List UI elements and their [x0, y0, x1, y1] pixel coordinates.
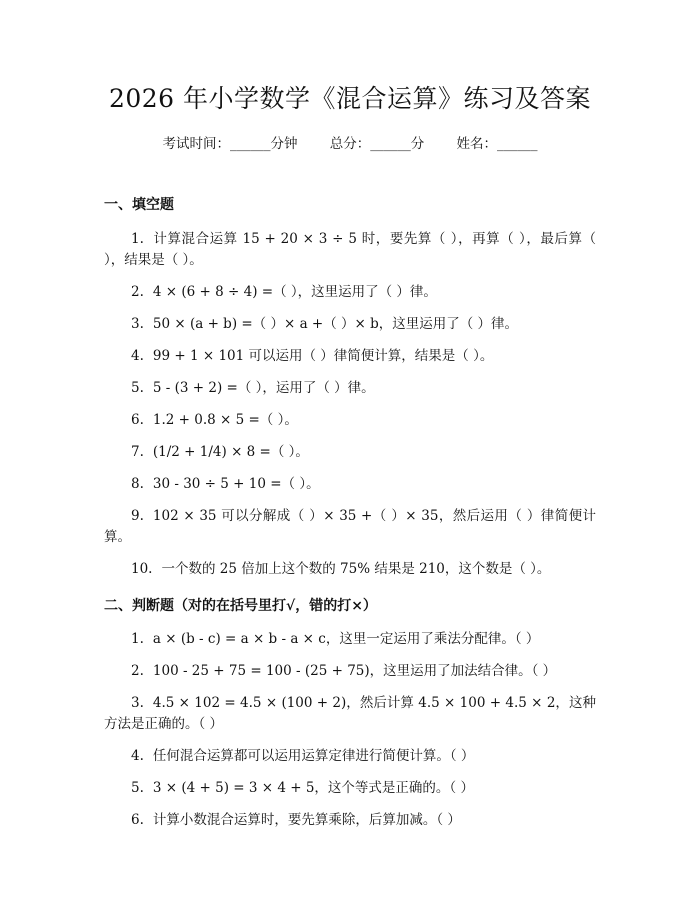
question-number: 4.	[131, 748, 144, 764]
question-text: 99 + 1 × 101 可以运用（ ）律简便计算，结果是（ ）。	[152, 348, 494, 364]
true-false-question-list	[104, 629, 596, 831]
question-item	[104, 442, 596, 463]
question-item	[104, 282, 596, 303]
question-text: 4.5 × 102 = 4.5 × (100 + 2)，然后计算 4.5 × 100 + 4.5 × 2，这种方法是正确的。（ ）	[104, 695, 596, 732]
fill-in-question-list	[104, 229, 596, 580]
question-item	[104, 629, 596, 650]
question-text: 一个数的 25 倍加上这个数的 75% 结果是 210，这个数是（ ）。	[161, 561, 551, 577]
question-number: 4.	[131, 348, 144, 364]
question-item	[104, 778, 596, 799]
question-item	[104, 474, 596, 495]
question-item	[104, 378, 596, 399]
exam-time-field: 考试时间：______分钟	[162, 136, 298, 152]
question-number: 1.	[131, 631, 144, 647]
question-item	[104, 346, 596, 367]
question-number: 6.	[131, 812, 144, 828]
section-heading-true-false: 二、判断题（对的在括号里打√，错的打×）	[104, 598, 377, 614]
question-item	[104, 229, 596, 271]
question-number: 3.	[131, 316, 144, 332]
question-text: 3 × (4 + 5) = 3 × 4 + 5，这个等式是正确的。（ ）	[152, 780, 474, 796]
question-item	[104, 314, 596, 335]
question-number: 5.	[131, 780, 144, 796]
question-item	[104, 506, 596, 548]
question-item	[104, 559, 596, 580]
question-text: a × (b - c) = a × b - a × c，这里一定运用了乘法分配律。（ ）	[152, 631, 540, 647]
question-text: 100 - 25 + 75 = 100 - (25 + 75)，这里运用了加法结合律。（ ）	[152, 663, 557, 679]
question-text: (1/2 + 1/4) × 8 =（ ）。	[152, 444, 309, 460]
question-text: 5 - (3 + 2) =（ ），运用了（ ）律。	[152, 380, 375, 396]
question-item	[104, 693, 596, 735]
question-text: 30 - 30 ÷ 5 + 10 =（ ）。	[152, 476, 320, 492]
question-item	[104, 746, 596, 767]
question-number: 7.	[131, 444, 144, 460]
question-item	[104, 410, 596, 431]
question-item	[104, 810, 596, 831]
question-number: 10.	[131, 561, 153, 577]
question-number: 2.	[131, 663, 144, 679]
question-number: 3.	[131, 695, 144, 711]
question-text: 102 × 35 可以分解成（ ）× 35 +（ ）× 35，然后运用（ ）律简便计算。	[104, 508, 596, 545]
question-text: 计算小数混合运算时，要先算乘除，后算加减。（ ）	[152, 812, 461, 828]
section-heading-fill-in: 一、填空题	[104, 197, 174, 213]
question-text: 1.2 + 0.8 × 5 =（ ）。	[152, 412, 298, 428]
question-text: 任何混合运算都可以运用运算定律进行简便计算。（ ）	[152, 748, 475, 764]
question-number: 2.	[131, 284, 144, 300]
question-number: 1.	[131, 231, 144, 247]
question-text: 50 × (a + b) =（ ）× a +（ ）× b，这里运用了（ ）律。	[152, 316, 519, 332]
exam-meta-line	[104, 134, 596, 154]
document-title: 2026 年小学数学《混合运算》练习及答案	[108, 84, 592, 113]
question-number: 8.	[131, 476, 144, 492]
question-text: 4 × (6 + 8 ÷ 4) =（ ），这里运用了（ ）律。	[152, 284, 437, 300]
total-score-field: 总分：______分	[329, 136, 425, 152]
question-number: 6.	[131, 412, 144, 428]
question-number: 5.	[131, 380, 144, 396]
question-text: 计算混合运算 15 + 20 × 3 ÷ 5 时，要先算（ ），再算（ ），最后算（ ），结果是（ ）。	[104, 231, 596, 268]
student-name-field: 姓名：______	[456, 136, 538, 152]
question-number: 9.	[131, 508, 144, 524]
question-item	[104, 661, 596, 682]
